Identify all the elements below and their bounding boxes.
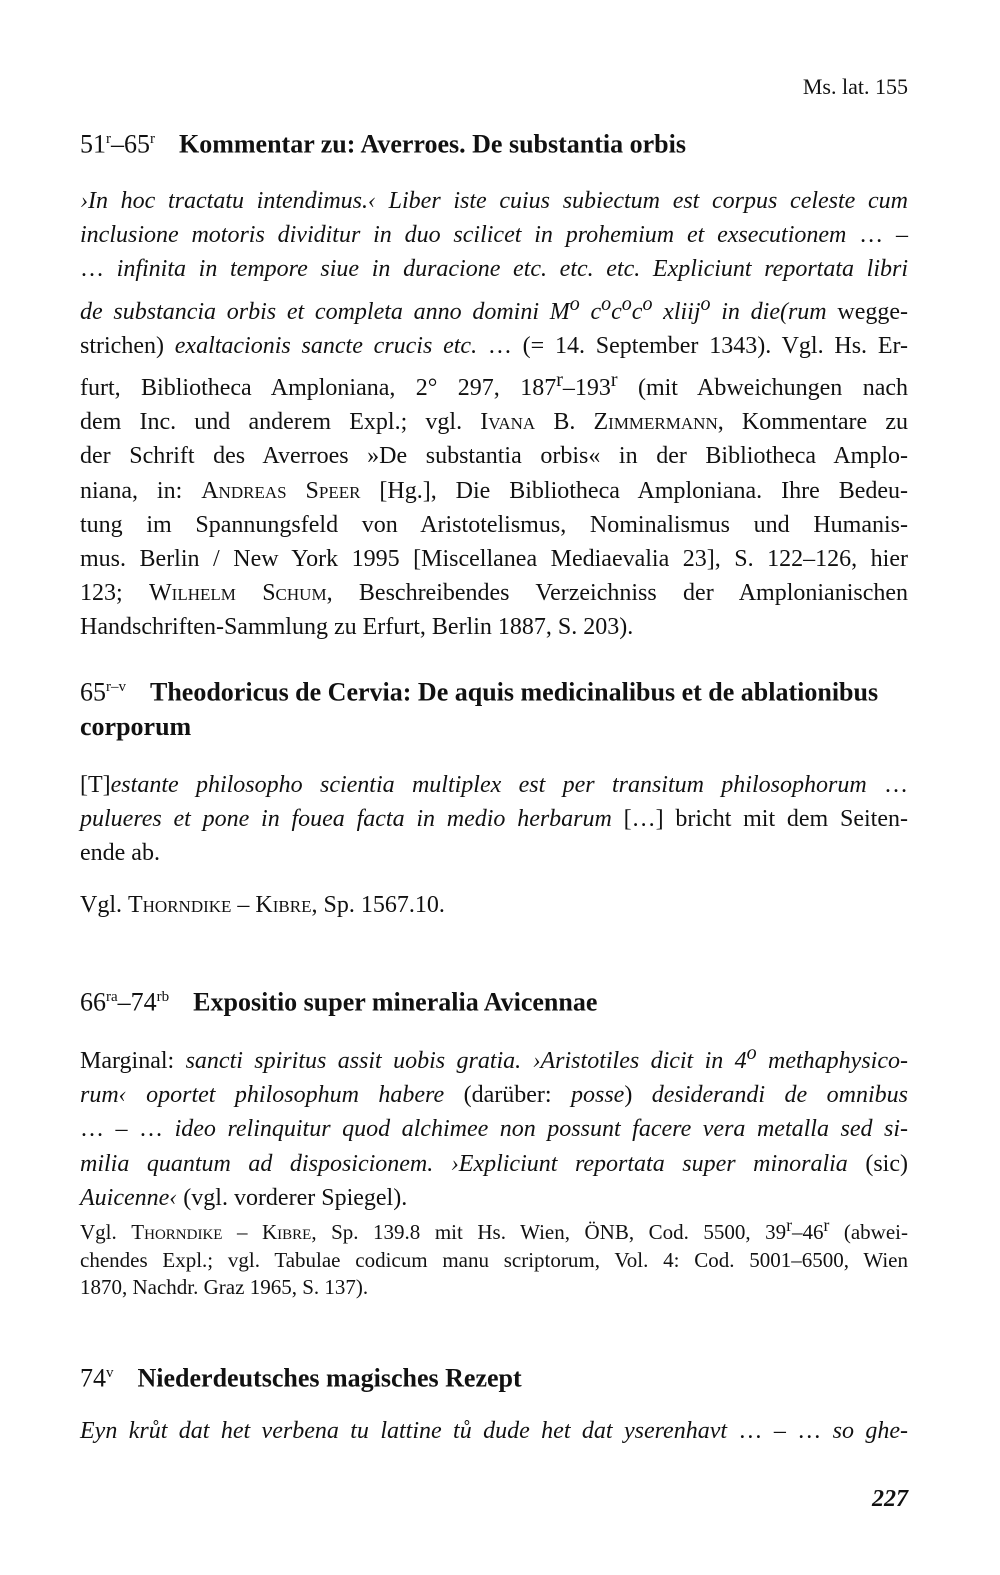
reference-line: Vgl. Thorndike – Kibre, Sp. 1567.10.: [80, 892, 445, 918]
entry-title: Expositio super mineralia Avicennae: [193, 987, 598, 1017]
folio-reference: 65$^{r-v}$: [80, 677, 126, 707]
reference-note: Vgl. Thorndike – Kibre, Sp. 139.8 mit Hs. Wien, ÖNB, Cod. 5500, 39$^r$–46$^r$ (abwei- chendes Expl.; vgl. Tabulae codicum manu scriptorum, Vol. 4: Cod. 5001–6500, Wien 1870, Nachdr. Graz 1965, S. 137).: [80, 1215, 908, 1299]
document-page: [80, 0, 908, 1575]
folio-reference: 51$^r$–65$^r$: [80, 129, 155, 159]
entry-text: Marginal: sancti spiritus assit uobis gratia. ›Aristotiles dicit in 4$^o$ methaphysico- rum‹ oportet philosophum habere (darüber: posse) desiderandi de omnibus … – … ideo relinquitur quod alchimee non possunt facere vera metalla sed si- milia quantum ad disposicionem. ›Expliciunt reportata super minoralia (sic) Auicenne‹ (vgl. vorderer Spiegel).: [80, 1042, 908, 1211]
entry-title: Theodoricus de Cervia: De aquis medicinalibus et de ablationibus corporum: [80, 677, 879, 741]
entry-heading: [80, 122, 908, 162]
entry-text: ›In hoc tractatu intendimus.‹ Liber iste cuius subiectum est corpus celeste cum inclusione motoris dividitur in duo scilicet in prohemium et exsecutionem … – … infinita in tempore siue in duracione etc. etc. etc. Expliciunt reportata libri de substancia orbis et completa anno domini $M^o$ $c^oc^oc^o$ xliij$^o$ in die(rum wegge- strichen) exaltacionis sancte crucis etc. … (= 14. September 1343). Vgl. Hs. Er- furt, Bibliotheca Amploniana, 2° 297, 187$^r$–193$^r$ (mit Abweichungen nach dem Inc. und anderem Expl.; vgl. Ivana B. Zimmermann, Kommentare zu der Schrift des Averroes »De substantia orbis« in der Bibliotheca Amplo- niana, in: Andreas Speer [Hg.], Die Bibliotheca Amploniana. Ihre Bedeu- tung im Spannungsfeld von Aristotelismus, Nominalismus und Humanis- mus. Berlin / New York 1995 [Miscellanea Mediaevalia 23], S. 122–126, hier 123; Wilhelm Schum, Beschreibendes Verzeichniss der Amplonianischen Handschriften-Sammlung zu Erfurt, Berlin 1887, S. 203).: [80, 188, 909, 641]
page-number: 227: [872, 1486, 908, 1512]
folio-reference: 74$^v$: [80, 1363, 114, 1393]
entry-heading: [80, 1356, 908, 1396]
entry-text: [T]estante philosopho scientia multiplex est per transitum philosophorum … pulueres et pone in fouea facta in medio herbarum […] bricht mit dem Seiten- ende ab.: [80, 772, 908, 867]
running-head: Ms. lat. 155: [802, 74, 908, 99]
entry-heading: [80, 980, 908, 1020]
entry-title: Kommentar zu: Averroes. De substantia orbis: [179, 129, 686, 159]
entry-title: Niederdeutsches magisches Rezept: [137, 1363, 522, 1393]
entry-heading: [80, 670, 908, 744]
entry-text: Eyn krůt dat het verbena tu lattine tů dude het dat yserenhavt … – … so ghe-: [80, 1418, 909, 1444]
folio-reference: $66^{ra}-74^{rb}$: [80, 987, 170, 1017]
